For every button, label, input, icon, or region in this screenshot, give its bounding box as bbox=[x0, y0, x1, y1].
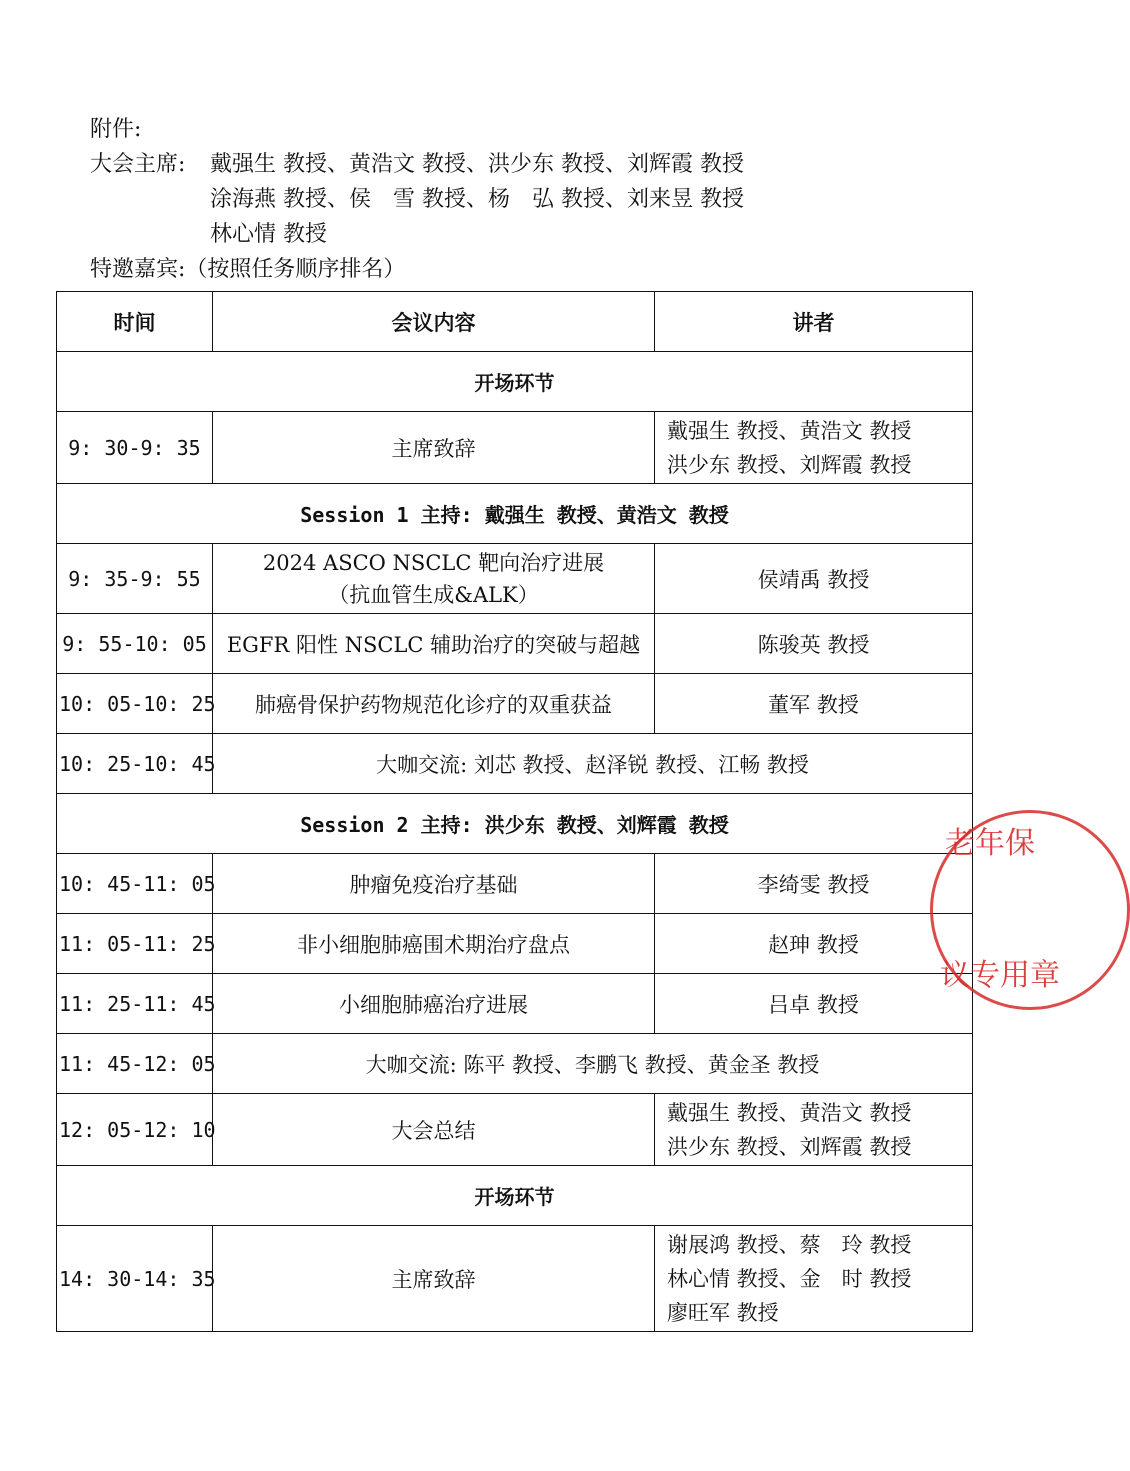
content-cell bbox=[213, 974, 655, 1034]
agenda-table bbox=[56, 291, 973, 1332]
speaker-cell bbox=[655, 544, 973, 614]
content-cell bbox=[213, 1226, 655, 1332]
content-line: 小细胞肺癌治疗进展 bbox=[339, 992, 528, 1017]
header-block bbox=[90, 112, 970, 287]
attachment-row bbox=[90, 112, 970, 147]
chairs-line-2: 涂海燕 教授、侯 雪 教授、杨 弘 教授、刘来昱 教授 bbox=[210, 187, 744, 212]
table-row bbox=[57, 1226, 973, 1332]
time-cell: 14: 30-14: 35 bbox=[57, 1226, 213, 1332]
seal-text-bottom: 议专用章 bbox=[940, 958, 1060, 993]
speaker-line: 董军 教授 bbox=[768, 692, 859, 717]
table-row bbox=[57, 412, 973, 484]
table-row bbox=[57, 614, 973, 674]
content-cell bbox=[213, 544, 655, 614]
content-line: 肿瘤免疫治疗基础 bbox=[349, 872, 518, 897]
table-row bbox=[57, 854, 973, 914]
content-cell bbox=[213, 614, 655, 674]
content-line: 主席致辞 bbox=[391, 1267, 476, 1292]
speaker-line: 谢展鸿 教授、蔡 玲 教授 bbox=[667, 1232, 912, 1257]
time-cell: 11: 25-11: 45 bbox=[57, 974, 213, 1034]
time-cell: 11: 45-12: 05 bbox=[57, 1034, 213, 1094]
content-line: 大会总结 bbox=[391, 1118, 476, 1143]
section-title: Session 2 主持: 洪少东 教授、刘辉霞 教授 bbox=[57, 794, 973, 854]
speaker-cell bbox=[655, 412, 973, 484]
chairs-line-1: 戴强生 教授、黄浩文 教授、洪少东 教授、刘辉霞 教授 bbox=[210, 152, 744, 177]
chairs-row bbox=[90, 147, 970, 182]
time-cell: 9: 35-9: 55 bbox=[57, 544, 213, 614]
content-line: （抗血管生成&ALK） bbox=[328, 582, 539, 607]
speaker-cell bbox=[655, 974, 973, 1034]
content-line: 2024 ASCO NSCLC 靶向治疗进展 bbox=[262, 550, 605, 575]
attachment-label: 附件: bbox=[90, 117, 142, 142]
speaker-line: 吕卓 教授 bbox=[768, 992, 859, 1017]
speaker-line: 戴强生 教授、黄浩文 教授 bbox=[667, 1100, 912, 1125]
content-cell bbox=[213, 854, 655, 914]
time-cell: 9: 55-10: 05 bbox=[57, 614, 213, 674]
speaker-line: 洪少东 教授、刘辉霞 教授 bbox=[667, 452, 912, 477]
section-row bbox=[57, 1166, 973, 1226]
seal-text-top: 老年保 bbox=[945, 826, 1035, 861]
table-row bbox=[57, 914, 973, 974]
content-line: 肺癌骨保护药物规范化诊疗的双重获益 bbox=[255, 692, 612, 717]
content-cell bbox=[213, 412, 655, 484]
table-row bbox=[57, 544, 973, 614]
table-row bbox=[57, 674, 973, 734]
speaker-line: 陈骏英 教授 bbox=[757, 632, 870, 657]
table-row bbox=[57, 974, 973, 1034]
speaker-cell bbox=[655, 674, 973, 734]
table-row bbox=[57, 1034, 973, 1094]
content-cell bbox=[213, 914, 655, 974]
speaker-line: 李绮雯 教授 bbox=[757, 872, 870, 897]
speaker-line: 赵珅 教授 bbox=[768, 932, 859, 957]
section-title: 开场环节 bbox=[57, 352, 973, 412]
table-row bbox=[57, 734, 973, 794]
section-title: 开场环节 bbox=[57, 1166, 973, 1226]
content-line: 非小细胞肺癌围术期治疗盘点 bbox=[297, 932, 570, 957]
content-line: EGFR 阳性 NSCLC 辅助治疗的突破与超越 bbox=[226, 632, 641, 657]
chairs-row-3 bbox=[90, 217, 970, 252]
discussion-cell: 大咖交流: 刘芯 教授、赵泽锐 教授、江畅 教授 bbox=[213, 734, 973, 794]
speaker-cell bbox=[655, 854, 973, 914]
speaker-line: 廖旺军 教授 bbox=[667, 1300, 779, 1325]
section-title: Session 1 主持: 戴强生 教授、黄浩文 教授 bbox=[57, 484, 973, 544]
guests-row bbox=[90, 252, 970, 287]
content-line: 主席致辞 bbox=[391, 436, 476, 461]
time-cell: 11: 05-11: 25 bbox=[57, 914, 213, 974]
speaker-line: 戴强生 教授、黄浩文 教授 bbox=[667, 418, 912, 443]
content-cell bbox=[213, 674, 655, 734]
chairs-line-3: 林心情 教授 bbox=[210, 222, 327, 247]
section-row bbox=[57, 794, 973, 854]
header-time: 时间 bbox=[57, 292, 213, 352]
guests-note: （按照任务顺序排名） bbox=[185, 257, 406, 282]
speaker-line: 洪少东 教授、刘辉霞 教授 bbox=[667, 1134, 912, 1159]
guests-label: 特邀嘉宾: bbox=[90, 257, 186, 282]
header-speaker: 讲者 bbox=[655, 292, 973, 352]
table-row bbox=[57, 1094, 973, 1166]
time-cell: 9: 30-9: 35 bbox=[57, 412, 213, 484]
header-content: 会议内容 bbox=[213, 292, 655, 352]
speaker-cell bbox=[655, 614, 973, 674]
time-cell: 12: 05-12: 10 bbox=[57, 1094, 213, 1166]
section-row bbox=[57, 484, 973, 544]
time-cell: 10: 45-11: 05 bbox=[57, 854, 213, 914]
speaker-cell bbox=[655, 1094, 973, 1166]
time-cell: 10: 05-10: 25 bbox=[57, 674, 213, 734]
section-row bbox=[57, 352, 973, 412]
content-cell bbox=[213, 1094, 655, 1166]
chairs-label: 大会主席: bbox=[90, 152, 186, 177]
speaker-line: 林心情 教授、金 时 教授 bbox=[667, 1266, 912, 1291]
speaker-line: 侯靖禹 教授 bbox=[757, 567, 870, 592]
chairs-row-2 bbox=[90, 182, 970, 217]
speaker-cell bbox=[655, 1226, 973, 1332]
time-cell: 10: 25-10: 45 bbox=[57, 734, 213, 794]
speaker-cell bbox=[655, 914, 973, 974]
table-header-row bbox=[57, 292, 973, 352]
discussion-cell: 大咖交流: 陈平 教授、李鹏飞 教授、黄金圣 教授 bbox=[213, 1034, 973, 1094]
